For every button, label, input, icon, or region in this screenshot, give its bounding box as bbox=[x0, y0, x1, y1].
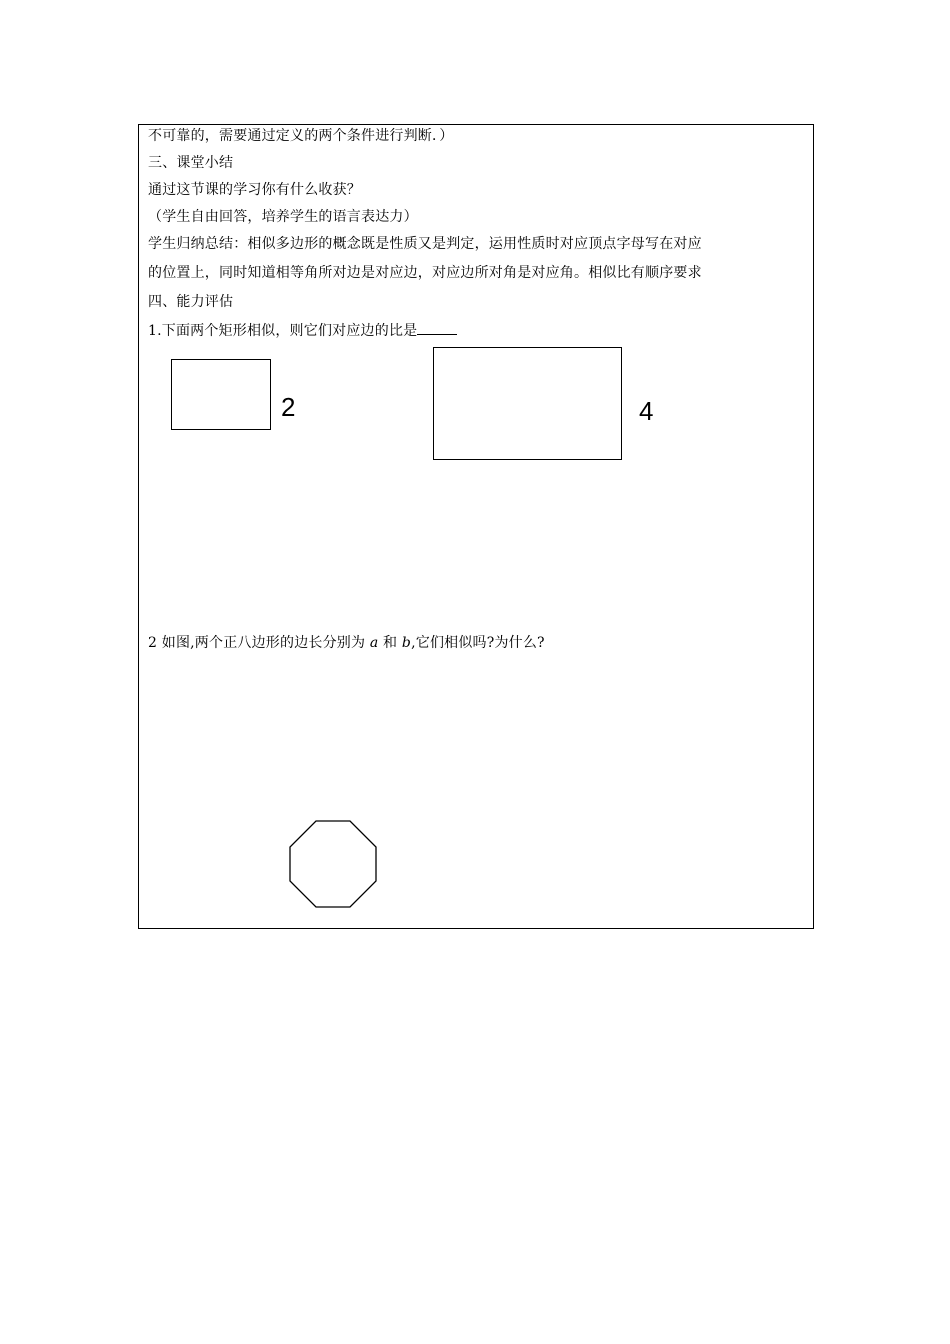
octagon-shape bbox=[290, 821, 376, 907]
regular-octagon bbox=[288, 819, 380, 911]
text-line-student-answer: （学生自由回答，培养学生的语言表达力） bbox=[148, 209, 418, 225]
question-2-suffix: ,它们相似吗?为什么? bbox=[411, 635, 545, 651]
section-heading-summary: 三、课堂小结 bbox=[148, 155, 234, 171]
section-heading-assessment: 四、能力评估 bbox=[148, 294, 234, 310]
text-line-summary-2: 的位置上，同时知道相等角所对边是对应边，对应边所对角是对应角。相似比有顺序要求 bbox=[148, 265, 702, 281]
text-line-question: 通过这节课的学习你有什么收获？ bbox=[148, 182, 361, 198]
question-2 bbox=[148, 633, 545, 653]
question-1 bbox=[148, 320, 457, 341]
variable-b: b bbox=[401, 635, 412, 651]
small-rectangle-label: 2 bbox=[281, 392, 296, 422]
large-rectangle bbox=[433, 347, 622, 460]
text-line-conclusion: 不可靠的，需要通过定义的两个条件进行判断．） bbox=[148, 128, 454, 144]
text-line-summary-1: 学生归纳总结：相似多边形的概念既是性质又是判定，运用性质时对应顶点字母写在对应 bbox=[148, 236, 702, 252]
answer-blank bbox=[417, 320, 457, 335]
large-rectangle-label: 4 bbox=[639, 396, 654, 426]
variable-a: a bbox=[369, 635, 379, 651]
small-rectangle bbox=[171, 359, 271, 430]
question-2-prefix: 2 如图,两个正八边形的边长分别为 bbox=[148, 635, 370, 651]
question-2-middle: 和 bbox=[378, 635, 402, 651]
question-1-text: 1.下面两个矩形相似，则它们对应边的比是 bbox=[148, 323, 418, 339]
